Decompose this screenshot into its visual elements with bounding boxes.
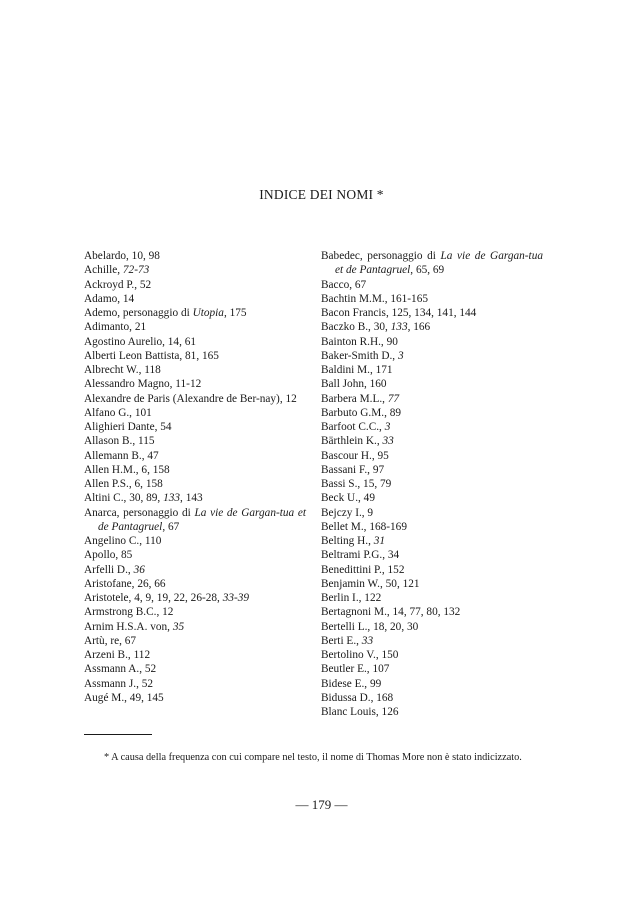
- index-entry: [84, 420, 306, 434]
- index-entry-text: Altini C., 30, 89,: [84, 492, 164, 505]
- index-entry: [84, 392, 306, 406]
- index-entry: [321, 249, 543, 278]
- index-entry: [84, 491, 306, 505]
- index-entry-text: Bacco, 67: [321, 278, 367, 291]
- index-entry-text: Albrecht W., 118: [84, 364, 161, 376]
- index-entry: [84, 406, 306, 420]
- index-entry-text: Allason B., 115: [84, 435, 155, 448]
- index-entry-text: Barfoot C.C.,: [321, 421, 385, 433]
- index-entry-italic: 72-73: [122, 264, 150, 277]
- index-entry-text: Bellet M., 168-169: [321, 520, 407, 533]
- footnote-divider: [84, 734, 152, 735]
- index-entry-italic: 36: [133, 563, 145, 576]
- index-entry-text: Benjamin W., 50, 121: [321, 577, 420, 590]
- index-entry: [84, 591, 306, 605]
- index-entry-text: Arnim H.S.A. von,: [84, 620, 173, 633]
- index-entry: [84, 349, 306, 363]
- index-entry-text: Allen P.S., 6, 158: [84, 478, 163, 490]
- index-entry: [321, 677, 543, 691]
- index-entry: [84, 534, 306, 548]
- index-entry-text: Blanc Louis, 126: [321, 706, 399, 718]
- index-entry-text: Bassi S., 15, 79: [321, 478, 392, 490]
- index-entry: [84, 320, 306, 334]
- index-entry: [321, 420, 543, 434]
- index-entry: [84, 363, 306, 377]
- index-entry-text: Bertelli L., 18, 20, 30: [321, 620, 419, 633]
- index-entry: [321, 620, 543, 634]
- index-entry-text: , 143: [180, 492, 203, 505]
- index-entry: [321, 335, 543, 349]
- index-entry-text: Berlin I., 122: [321, 592, 382, 604]
- index-entry-text: , 175: [223, 307, 247, 319]
- index-column-left: [84, 249, 306, 705]
- index-entry-italic: 33: [382, 435, 394, 448]
- index-entry: [321, 662, 543, 676]
- index-entry-italic: 33-39: [222, 592, 250, 604]
- index-entry-italic: La vie de Gargan-tua et de Pantagruel: [98, 506, 306, 533]
- index-entry-text: Bärthlein K.,: [321, 435, 383, 448]
- index-entry: [84, 463, 306, 477]
- index-entry: [84, 335, 306, 349]
- index-entry: [321, 634, 543, 648]
- index-entry-text: Anarca, personaggio di: [84, 506, 195, 519]
- index-entry-text: Bassani F., 97: [321, 463, 385, 476]
- index-entry: [321, 577, 543, 591]
- index-entry-text: Bertagnoni M., 14, 77, 80, 132: [321, 606, 461, 619]
- index-entry-text: Apollo, 85: [84, 549, 133, 562]
- index-entry: [321, 463, 543, 477]
- index-entry-italic: La vie de Gargan-tua et de Pantagruel: [335, 250, 543, 277]
- index-entry-text: Angelino C., 110: [84, 535, 162, 547]
- index-entry-text: Augé M., 49, 145: [84, 691, 164, 704]
- index-entry-text: Babedec, personaggio di: [321, 250, 441, 262]
- index-entry: [321, 406, 543, 420]
- index-entry: [84, 434, 306, 448]
- index-entry-text: Beltrami P.G., 34: [321, 549, 400, 562]
- index-entry-italic: 133: [390, 321, 408, 334]
- index-entry-text: Bacon Francis, 125, 134, 141, 144: [321, 307, 477, 319]
- index-entry: [321, 563, 543, 577]
- index-entry: [321, 449, 543, 463]
- index-entry-text: Aristofane, 26, 66: [84, 577, 166, 590]
- index-entry-text: Bidussa D., 168: [321, 691, 394, 704]
- index-entry-text: Baczko B., 30,: [321, 321, 391, 334]
- index-entry: [321, 377, 543, 391]
- index-entry-text: Achille,: [84, 264, 123, 277]
- index-entry: [84, 249, 306, 263]
- index-entry: [84, 620, 306, 634]
- footnote: * A causa della frequenza con cui compare nel testo, il nome di Thomas More non è stato indicizzato.: [104, 752, 522, 763]
- index-entry-text: Assmann J., 52: [84, 677, 154, 690]
- index-entry-text: Bejczy I., 9: [321, 506, 374, 519]
- index-entry: [321, 691, 543, 705]
- index-entry: [84, 263, 306, 277]
- index-entry-text: Abelardo, 10, 98: [84, 250, 160, 262]
- index-entry-text: , 67: [162, 520, 180, 533]
- index-entry-text: Assmann A., 52: [84, 663, 157, 676]
- index-entry-text: Alfano G., 101: [84, 406, 152, 419]
- index-entry: [84, 634, 306, 648]
- index-entry: [321, 278, 543, 292]
- index-entry: [84, 548, 306, 562]
- index-entry: [321, 534, 543, 548]
- index-entry: [84, 662, 306, 676]
- index-entry: [321, 605, 543, 619]
- index-entry: [84, 605, 306, 619]
- index-entry: [84, 577, 306, 591]
- index-entry-italic: Utopia: [192, 307, 224, 319]
- index-entry: [321, 648, 543, 662]
- page-number: — 179 —: [295, 797, 348, 812]
- index-entry-text: Berti E.,: [321, 634, 362, 647]
- index-entry-text: Alighieri Dante, 54: [84, 421, 172, 433]
- index-entry-italic: 3: [397, 349, 404, 362]
- index-entry-text: Baker-Smith D.,: [321, 349, 398, 362]
- index-entry-text: Benedittini P., 152: [321, 563, 405, 576]
- index-entry: [84, 506, 306, 535]
- index-column-right: [321, 249, 543, 719]
- index-entry: [321, 363, 543, 377]
- index-entry-italic: 31: [373, 535, 386, 547]
- index-entry-text: Aristotele, 4, 9, 19, 22, 26-28,: [84, 592, 223, 604]
- index-entry: [321, 520, 543, 534]
- index-entry: [84, 449, 306, 463]
- index-entry: [84, 278, 306, 292]
- index-entry-text: Arzeni B., 112: [84, 649, 151, 661]
- index-entry-text: Bascour H., 95: [321, 449, 389, 462]
- index-entry: [321, 434, 543, 448]
- index-entry-italic: 133: [163, 492, 181, 505]
- index-entry-text: Beck U., 49: [321, 492, 375, 505]
- index-entry-text: Baldini M., 171: [321, 364, 393, 376]
- index-entry-text: Adamo, 14: [84, 292, 135, 305]
- index-entry-text: Bainton R.H., 90: [321, 335, 398, 348]
- index-entry: [321, 292, 543, 306]
- index-entry-italic: 33: [361, 634, 374, 647]
- index-entry-text: , 166: [407, 321, 431, 334]
- index-entry-text: Artù, re, 67: [84, 634, 137, 647]
- index-entry-text: Agostino Aurelio, 14, 61: [84, 335, 197, 348]
- index-entry-text: Barbuto G.M., 89: [321, 406, 402, 419]
- index-entry-text: Arfelli D.,: [84, 563, 134, 576]
- index-entry: [321, 306, 543, 320]
- index-entry-italic: 77: [387, 392, 400, 405]
- index-entry: [321, 392, 543, 406]
- index-entry-text: Beutler E., 107: [321, 663, 390, 676]
- index-entry: [321, 548, 543, 562]
- index-entry-text: Alessandro Magno, 11-12: [84, 378, 202, 391]
- index-entry: [321, 705, 543, 719]
- index-entry-text: Alberti Leon Battista, 81, 165: [84, 349, 219, 362]
- index-entry-text: Bertolino V., 150: [321, 649, 399, 661]
- index-entry: [84, 377, 306, 391]
- index-entry: [84, 306, 306, 320]
- index-entry-text: Ball John, 160: [321, 378, 387, 391]
- index-entry-text: Bidese E., 99: [321, 677, 382, 690]
- index-entry: [84, 691, 306, 705]
- index-entry: [84, 677, 306, 691]
- index-entry-text: Ademo, personaggio di: [84, 307, 193, 319]
- index-entry: [321, 320, 543, 334]
- index-entry-italic: 35: [172, 620, 185, 633]
- index-entry-text: Bachtin M.M., 161-165: [321, 292, 429, 305]
- page-title: INDICE DEI NOMI *: [259, 187, 384, 202]
- index-entry: [321, 349, 543, 363]
- index-entry: [321, 477, 543, 491]
- index-entry-text: Barbera M.L.,: [321, 392, 388, 405]
- index-entry-text: Alexandre de Paris (Alexandre de Ber-nay), 12: [84, 392, 297, 405]
- index-entry-text: Belting H.,: [321, 535, 374, 547]
- index-entry: [321, 491, 543, 505]
- index-entry: [84, 292, 306, 306]
- index-entry-text: Allemann B., 47: [84, 449, 159, 462]
- index-entry: [84, 563, 306, 577]
- index-entry: [84, 477, 306, 491]
- index-entry: [321, 506, 543, 520]
- index-entry-text: Armstrong B.C., 12: [84, 606, 174, 619]
- index-entry-text: Allen H.M., 6, 158: [84, 463, 170, 476]
- index-entry-text: Ackroyd P., 52: [84, 278, 152, 291]
- index-entry: [321, 591, 543, 605]
- index-entry: [84, 648, 306, 662]
- index-entry-text: Adimanto, 21: [84, 321, 147, 334]
- index-entry-italic: 3: [384, 421, 391, 433]
- index-entry-text: , 65, 69: [410, 264, 445, 277]
